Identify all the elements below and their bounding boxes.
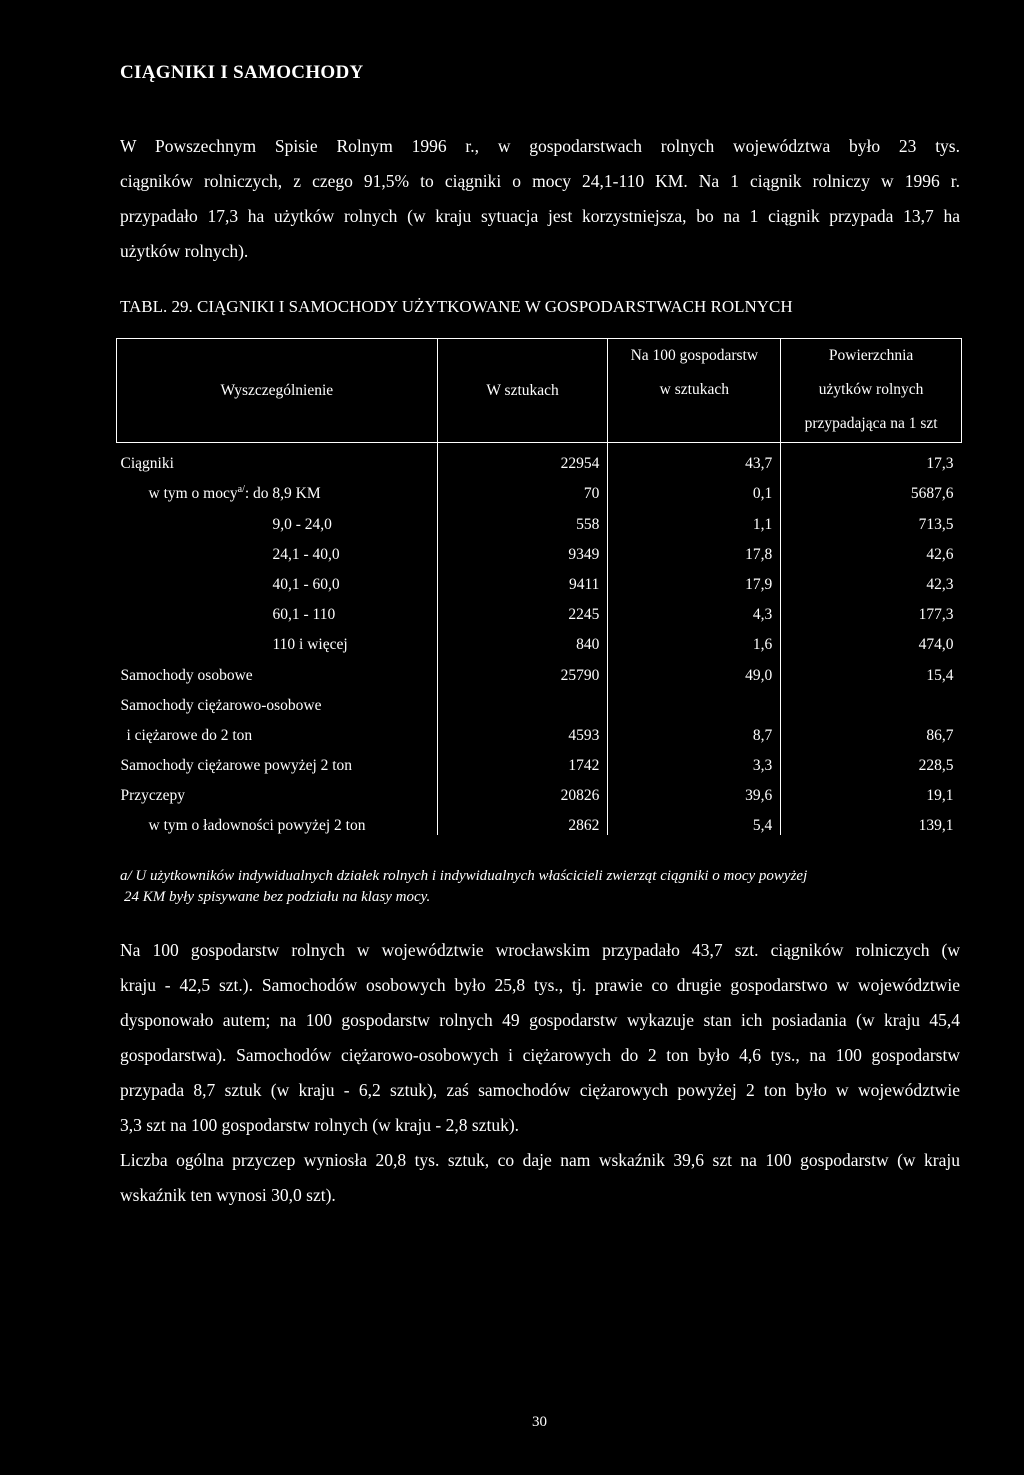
cell-w-sztukach: 2245	[437, 594, 608, 624]
cell-w-sztukach: 9349	[437, 534, 608, 564]
body-line: gospodarstwa). Samochodów ciężarowo-osobowych i ciężarowych do 2 ton było 4,6 tys., na 100 gospodarstw	[120, 1045, 960, 1065]
body-line: przypada 8,7 sztuk (w kraju - 6,2 sztuk), zaś samochodów ciężarowych powyżej 2 ton było w województwie	[120, 1080, 960, 1100]
cell-na-100: 49,0	[608, 654, 781, 684]
row-label: Przyczepy	[120, 787, 186, 805]
table-row	[117, 685, 962, 715]
cell-powierzchnia: 713,5	[781, 503, 962, 533]
cell-w-sztukach: 25790	[437, 654, 608, 684]
cell-na-100: 17,8	[608, 534, 781, 564]
cell-w-sztukach: 20826	[437, 775, 608, 805]
cell-na-100: 8,7	[608, 715, 781, 745]
body-line: Na 100 gospodarstw rolnych w województwie wrocławskim przypadało 43,7 szt. ciągników rolniczych (w	[120, 940, 960, 960]
row-label: Ciągniki	[120, 455, 174, 473]
header-na-100-gospodarstw: Na 100 gospodarstw w sztukach	[608, 339, 781, 443]
cell-w-sztukach	[437, 685, 608, 715]
row-label: i ciężarowe do 2 ton	[126, 726, 253, 744]
body-line: dysponowało autem; na 100 gospodarstw rolnych 49 gospodarstw wykazuje stan ich posiadania (w kraju 45,4	[120, 1010, 960, 1030]
table-title: TABL. 29. CIĄGNIKI I SAMOCHODY UŻYTKOWANE W GOSPODARSTWACH ROLNYCH	[120, 297, 793, 316]
table-row	[117, 534, 962, 564]
body-line: 3,3 szt na 100 gospodarstw rolnych (w kraju - 2,8 sztuk).	[120, 1115, 520, 1135]
row-label: Samochody ciężarowo-osobowe	[120, 696, 322, 714]
intro-line: przypadało 17,3 ha użytków rolnych (w kraju sytuacja jest korzystniejsza, bo na 1 ciągnik przypada 13,7 ha	[120, 206, 960, 226]
cell-na-100: 39,6	[608, 775, 781, 805]
cell-w-sztukach: 70	[437, 473, 608, 503]
table-header-row	[117, 339, 962, 443]
table-row	[117, 805, 962, 835]
row-label: Samochody ciężarowe powyżej 2 ton	[120, 757, 353, 775]
footnote-line: 24 KM były spisywane bez podziału na klasy mocy.	[124, 889, 431, 905]
intro-line: ciągników rolniczych, z czego 91,5% to ciągniki o mocy 24,1-110 KM. Na 1 ciągnik rolniczy w 1996 r.	[120, 171, 960, 191]
cell-powierzchnia: 19,1	[781, 775, 962, 805]
body-paragraph	[120, 933, 960, 1213]
cell-powierzchnia: 15,4	[781, 654, 962, 684]
page-number: 30	[532, 1414, 547, 1430]
data-table	[116, 338, 962, 835]
cell-na-100: 3,3	[608, 745, 781, 775]
table-row	[117, 503, 962, 533]
table-row	[117, 624, 962, 654]
cell-powierzchnia: 5687,6	[781, 473, 962, 503]
intro-line: użytków rolnych).	[120, 241, 249, 261]
row-label: 40,1 - 60,0	[272, 575, 340, 593]
table-row	[117, 745, 962, 775]
table-row	[117, 443, 962, 474]
header-wyszczegolnienie: Wyszczególnienie	[117, 339, 438, 443]
cell-na-100: 1,1	[608, 503, 781, 533]
body-line: kraju - 42,5 szt.). Samochodów osobowych było 25,8 tys., tj. prawie co drugie gospodarstwo w województwie	[120, 975, 960, 995]
cell-powierzchnia: 139,1	[781, 805, 962, 835]
cell-powierzchnia: 42,3	[781, 564, 962, 594]
cell-w-sztukach: 9411	[437, 564, 608, 594]
row-label: 60,1 - 110	[272, 606, 336, 624]
table-row	[117, 715, 962, 745]
cell-na-100: 0,1	[608, 473, 781, 503]
table-row	[117, 775, 962, 805]
page-heading: CIĄGNIKI I SAMOCHODY	[120, 62, 364, 83]
cell-powierzchnia: 17,3	[781, 443, 962, 474]
row-label: 24,1 - 40,0	[272, 545, 340, 563]
cell-na-100: 5,4	[608, 805, 781, 835]
cell-na-100	[608, 685, 781, 715]
intro-line: W Powszechnym Spisie Rolnym 1996 r., w gospodarstwach rolnych województwa było 23 tys.	[120, 136, 960, 156]
cell-w-sztukach: 558	[437, 503, 608, 533]
table-row	[117, 594, 962, 624]
table-row	[117, 564, 962, 594]
cell-w-sztukach: 2862	[437, 805, 608, 835]
cell-na-100: 1,6	[608, 624, 781, 654]
cell-powierzchnia: 474,0	[781, 624, 962, 654]
intro-paragraph	[120, 129, 960, 269]
header-powierzchnia: Powierzchnia użytków rolnych przypadająca na 1 szt	[781, 339, 962, 443]
footnote-line: a/ U użytkowników indywidualnych działek rolnych i indywidualnych właścicieli zwierząt ciągniki o mocy powyżej	[120, 868, 808, 884]
table-row	[117, 654, 962, 684]
table-row	[117, 473, 962, 503]
row-label: w tym o mocy$^{a/}$: do 8,9 KM	[148, 484, 321, 503]
header-w-sztukach: W sztukach	[437, 339, 608, 443]
cell-w-sztukach: 4593	[437, 715, 608, 745]
footnote-marker: a/	[237, 484, 245, 496]
cell-powierzchnia: 177,3	[781, 594, 962, 624]
row-label: 9,0 - 24,0	[272, 515, 332, 533]
cell-na-100: 17,9	[608, 564, 781, 594]
body-line: Liczba ogólna przyczep wyniosła 20,8 tys. sztuk, co daje nam wskaźnik 39,6 szt na 100 gospodarstw (w kraju	[120, 1150, 960, 1170]
cell-w-sztukach: 840	[437, 624, 608, 654]
cell-na-100: 4,3	[608, 594, 781, 624]
row-label: 110 i więcej	[272, 636, 348, 654]
cell-w-sztukach: 22954	[437, 443, 608, 474]
cell-powierzchnia: 86,7	[781, 715, 962, 745]
cell-powierzchnia: 42,6	[781, 534, 962, 564]
table-footnote	[120, 866, 807, 908]
row-label: Samochody osobowe	[120, 666, 253, 684]
cell-w-sztukach: 1742	[437, 745, 608, 775]
cell-powierzchnia: 228,5	[781, 745, 962, 775]
cell-powierzchnia	[781, 685, 962, 715]
row-label: w tym o ładowności powyżej 2 ton	[148, 817, 366, 835]
body-line: wskaźnik ten wynosi 30,0 szt).	[120, 1185, 336, 1205]
cell-na-100: 43,7	[608, 443, 781, 474]
